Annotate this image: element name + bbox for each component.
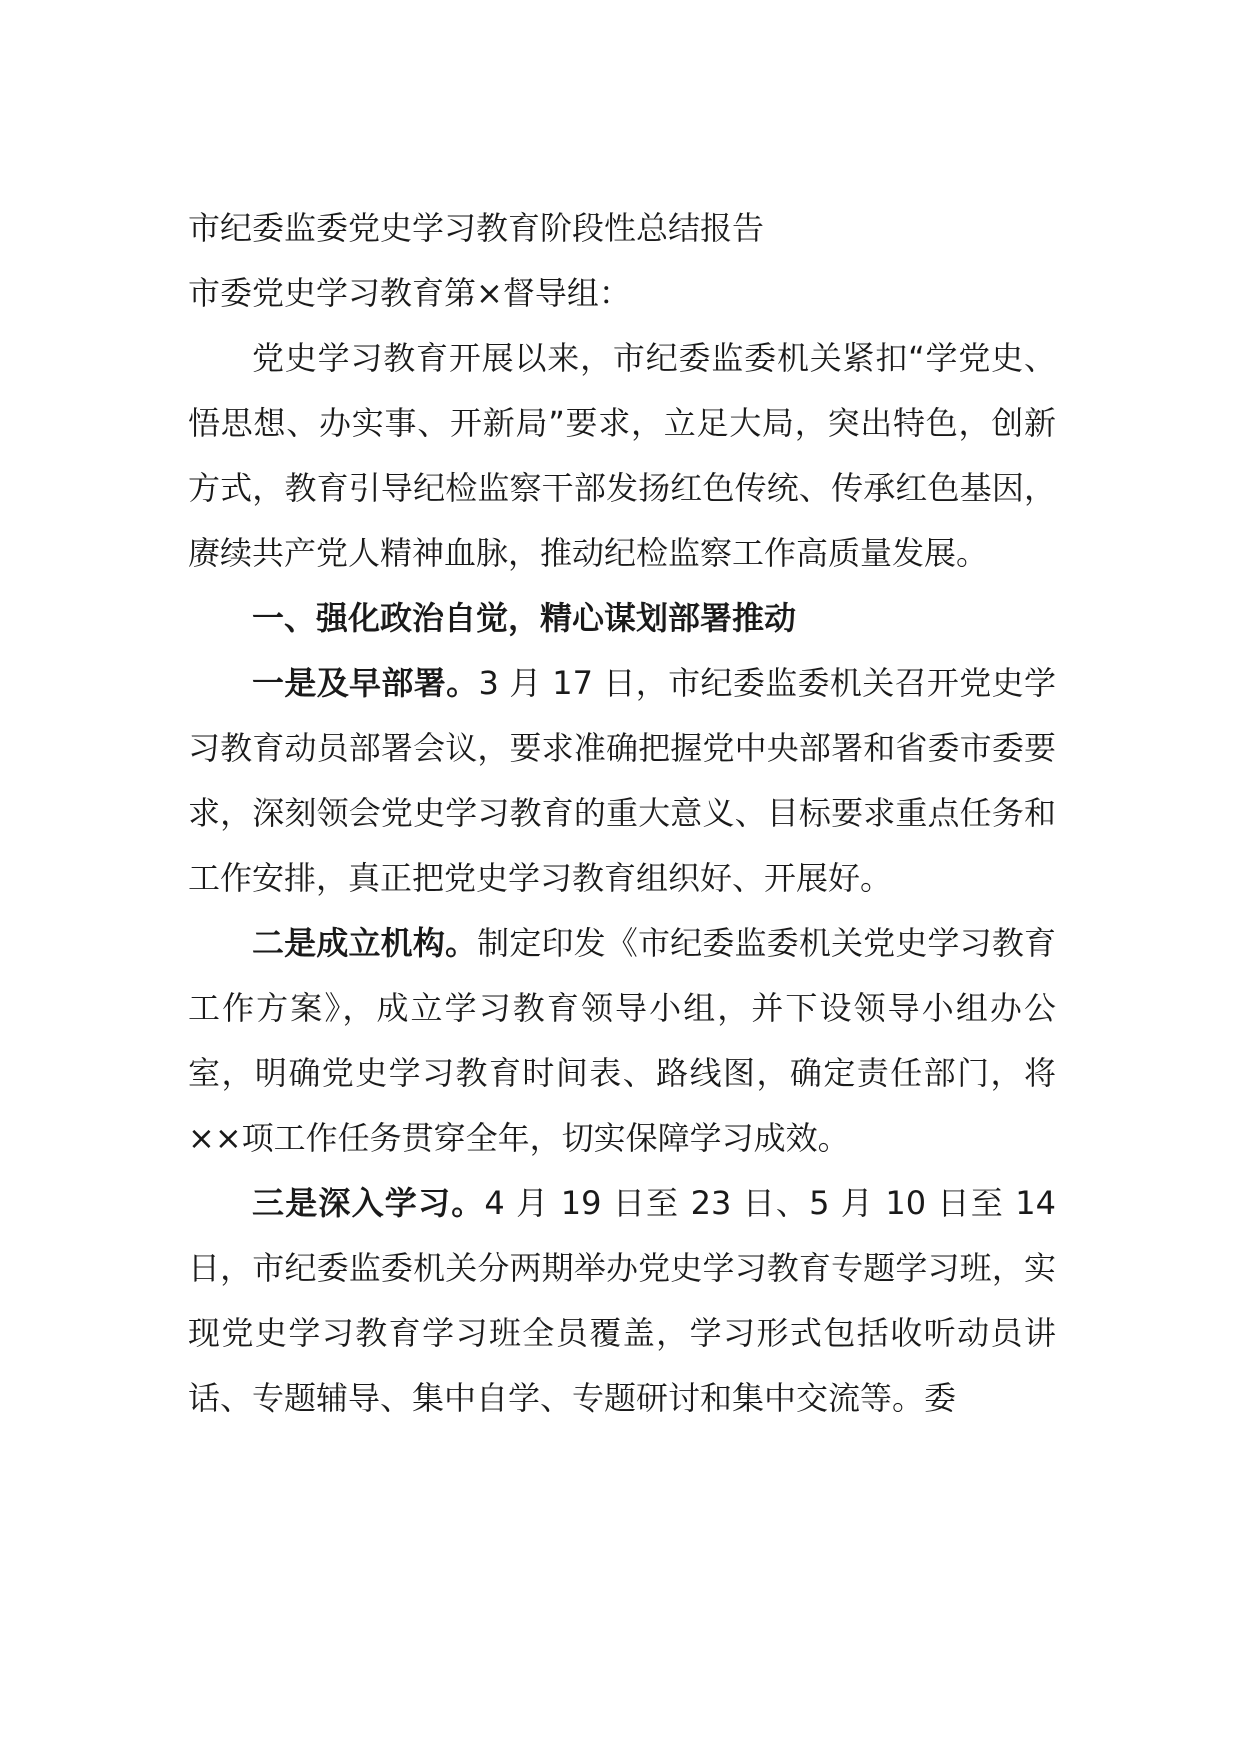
item-lead-1: 一是及早部署。 — [252, 664, 479, 702]
item-text-3: 4 月 19 日至 23 日、5 月 10 日至 14 日，市纪委监委机关分两期举办党史学习教育专题学习班，实现党史学习教育学习班全员覆盖，学习形式包括收听动员讲话、专题辅导、集中自学、专题研讨和集中交流等。委 — [188, 1184, 1056, 1417]
item-paragraph-2 — [188, 911, 1056, 1171]
item-lead-3: 三是深入学习。 — [252, 1184, 485, 1222]
intro-paragraph: 党史学习教育开展以来，市纪委监委机关紧扣“学党史、悟思想、办实事、开新局”要求，立足大局，突出特色，创新方式，教育引导纪检监察干部发扬红色传统、传承红色基因，赓续共产党人精神血脉，推动纪检监察工作高质量发展。 — [188, 339, 1056, 572]
item-lead-2: 二是成立机构。 — [252, 924, 478, 962]
item-text-2: 制定印发《市纪委监委机关党史学习教育工作方案》，成立学习教育领导小组，并下设领导小组办公室，明确党史学习教育时间表、路线图，确定责任部门，将××项工作任务贯穿全年，切实保障学习成效。 — [188, 924, 1056, 1157]
salutation: 市委党史学习教育第×督导组： — [188, 274, 631, 312]
section-heading-1: 一、强化政治自觉，精心谋划部署推动 — [252, 599, 797, 637]
item-text-1: 3 月 17 日，市纪委监委机关召开党史学习教育动员部署会议，要求准确把握党中央部署和省委市委要求，深刻领会党史学习教育的重大意义、目标要求重点任务和工作安排，真正把党史学习教育组织好、开展好。 — [188, 664, 1056, 897]
document-title: 市纪委监委党史学习教育阶段性总结报告 — [188, 209, 765, 247]
item-paragraph-1 — [188, 651, 1056, 911]
document-body — [188, 196, 1056, 1431]
item-paragraph-3 — [188, 1171, 1056, 1431]
